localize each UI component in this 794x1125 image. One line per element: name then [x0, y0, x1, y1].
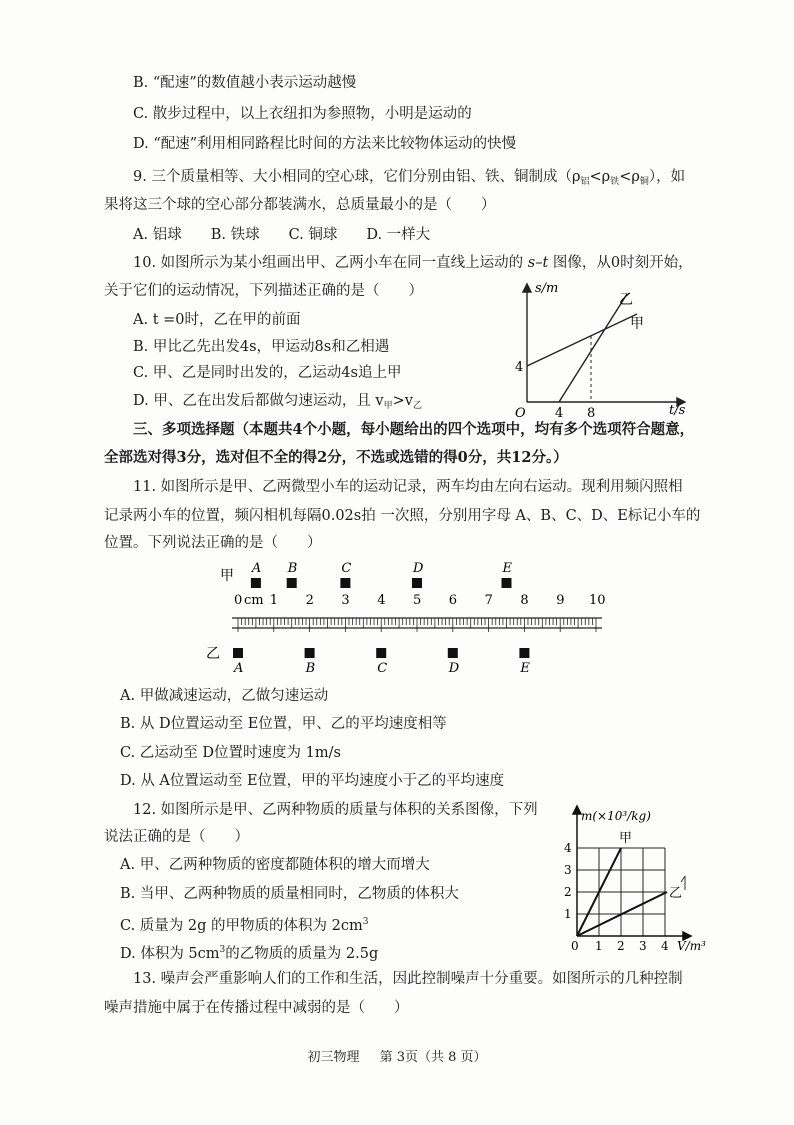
mv-y-tick-4: 4 — [564, 841, 572, 855]
q12-option-b: B. 当甲、乙两种物质的质量相同时，乙物质的体积大 — [120, 886, 459, 902]
ruler-jia-label: 甲 — [220, 568, 234, 584]
yi-position-letter: A — [234, 661, 244, 676]
q9-options: A. 铝球 B. 铁球 C. 铜球 D. 一样大 — [133, 227, 431, 243]
yi-car-marker — [233, 648, 243, 658]
st-y-tick-4: 4 — [515, 360, 524, 375]
q12-option-d: D. 体积为 $5cm^3$的乙物质的质量为 2.5g — [120, 945, 379, 962]
ruler-unit-label: cm — [244, 593, 264, 608]
jia-car-marker — [502, 578, 512, 588]
mv-line-jia-label: 甲 — [619, 831, 633, 846]
q11-stem-line2: 记录两小车的位置，频闪相机每隔0.02s拍 一次照，分别用字母 A、B、C、D、E标记小车的 — [104, 508, 701, 524]
st-y-label: s/m — [535, 281, 559, 296]
yi-position-letter: B — [305, 661, 316, 676]
ruler-number: 10 — [589, 593, 606, 608]
yi-position-letter: E — [520, 661, 530, 676]
section3-heading-line2: 全部选对得3分，选对但不全的得2分，不选或选错的得0分，共12分。） — [104, 449, 568, 466]
ruler-number: 7 — [484, 593, 493, 608]
mv-line-yi-label: 乙 — [669, 886, 683, 901]
q9-stem-line1: 9. 三个质量相等、大小相同的空心球，它们分别由铝、铁、铜制成$(\rho_铝<\rho_铁<\rho_铜)$，如 — [133, 169, 686, 187]
ruler-ticks — [238, 618, 596, 632]
ruler-number: 3 — [341, 593, 350, 608]
yi-car-marker — [305, 648, 315, 658]
ruler-number: 4 — [377, 593, 386, 608]
page-footer — [0, 1046, 794, 1065]
mv-graph — [555, 800, 715, 960]
q10-option-a: A. t =0时，乙在甲的前面 — [133, 312, 301, 328]
jia-position-letter: D — [413, 561, 424, 576]
st-x-label: t/s — [669, 403, 686, 418]
st-graph — [505, 280, 695, 420]
ruler-number: 0 — [234, 593, 243, 608]
q12-stem-line1: 12. 如图所示是甲、乙两种物质的质量与体积的关系图像，下列 — [133, 802, 538, 818]
jia-car-marker — [251, 578, 261, 588]
yi-car-marker — [519, 648, 529, 658]
ruler-number: 9 — [556, 593, 565, 608]
ruler-number: 8 — [520, 593, 529, 608]
mv-x-tick-2: 2 — [617, 939, 625, 953]
q11-option-c: C. 乙运动至 D位置时速度为 1m/s — [120, 745, 341, 761]
q10-option-c: C. 甲、乙是同时出发的，乙运动4s追上甲 — [133, 365, 402, 381]
q11-option-d: D. 从 A位置运动至 E位置，甲的平均速度小于乙的平均速度 — [120, 773, 505, 789]
footer-subject: 初三物理 — [307, 1050, 360, 1065]
mv-y-tick-1: 1 — [564, 907, 572, 921]
footer-page-number: 第 3页（共 8 页） — [379, 1050, 487, 1065]
mv-x-tick-4: 4 — [661, 939, 669, 953]
q9-stem-line2: 果将这三个球的空心部分都装满水，总质量最小的是（ ） — [104, 197, 496, 213]
mv-x-tick-0: 0 — [571, 939, 579, 953]
ruler-number: 5 — [413, 593, 422, 608]
q10-stem-line2: 关于它们的运动情况，下列描述正确的是（ ） — [104, 283, 423, 299]
ruler-yi-label: 乙 — [206, 646, 220, 662]
mv-x-tick-3: 3 — [639, 939, 647, 953]
mv-x-label: V/m³ — [677, 939, 706, 953]
ruler-figure — [200, 552, 620, 677]
q8-option-d: D. “配速”利用相同路程比时间的方法来比较物体运动的快慢 — [133, 136, 517, 152]
jia-position-letter: C — [341, 561, 352, 576]
yi-position-letter: C — [377, 661, 388, 676]
q11-option-b: B. 从 D位置运动至 E位置，甲、乙的平均速度相等 — [120, 716, 447, 732]
mv-x-tick-1: 1 — [595, 939, 603, 953]
jia-position-letter: B — [287, 561, 298, 576]
jia-car-marker — [412, 578, 422, 588]
q8-option-b: B. “配速”的数值越小表示运动越慢 — [133, 75, 357, 91]
q12-option-a: A. 甲、乙两种物质的密度都随体积的增大而增大 — [120, 857, 430, 873]
st-line-jia — [527, 314, 637, 366]
q12-option-c: C. 质量为 2g 的甲物质的体积为 $2cm^3$ — [120, 917, 369, 934]
ruler-number: 2 — [305, 593, 314, 608]
jia-car-marker — [287, 578, 297, 588]
q8-option-c: C. 散步过程中，以上衣纽扣为参照物，小明是运动的 — [133, 106, 472, 122]
q13-stem-line2: 噪声措施中属于在传播过程中减弱的是（ ） — [104, 1000, 409, 1016]
mv-y-label: m(×10³/kg) — [581, 809, 651, 823]
st-line-jia-label: 甲 — [630, 316, 644, 332]
q13-stem-line1: 13. 噪声会严重影响人们的工作和生活，因此控制噪声十分重要。如图所示的几种控制 — [133, 971, 683, 987]
q10-option-b: B. 甲比乙先出发4s，甲运动8s和乙相遇 — [133, 339, 390, 355]
mv-y-tick-2: 2 — [564, 885, 572, 899]
q11-option-a: A. 甲做减速运动，乙做匀速运动 — [120, 688, 329, 704]
yi-position-letter: D — [448, 661, 460, 676]
jia-car-marker — [340, 578, 350, 588]
q11-stem-line3: 位置。下列说法正确的是（ ） — [104, 535, 322, 551]
mv-y-tick-3: 3 — [564, 863, 572, 877]
st-x-tick-8: 8 — [587, 406, 596, 420]
section3-heading-line1: 三、多项选择题（本题共4个小题，每小题给出的四个选项中，均有多个选项符合题意， — [133, 421, 695, 438]
q11-stem-line1: 11. 如图所示是甲、乙两微型小车的运动记录，两车均由左向右运动。现利用频闪照相 — [133, 479, 683, 495]
q10-stem-line1: 10. 如图所示为某小组画出甲、乙两小车在同一直线上运动的 s–t 图像，从0时刻开始， — [133, 255, 693, 271]
st-line-yi-label: 乙 — [619, 292, 633, 308]
jia-position-letter: E — [502, 561, 512, 576]
st-line-yi — [559, 294, 627, 402]
st-x-tick-4: 4 — [555, 406, 564, 420]
st-origin-label: O — [515, 406, 526, 420]
ruler-number: 1 — [269, 593, 279, 608]
yi-car-marker — [448, 648, 458, 658]
mv-y-arrow — [573, 806, 581, 814]
jia-position-letter: A — [251, 561, 262, 576]
yi-car-marker — [376, 648, 386, 658]
st-y-arrow — [523, 284, 531, 292]
ruler-numbers — [234, 593, 606, 608]
ruler-number: 6 — [448, 593, 458, 608]
q12-stem-line2: 说法正确的是（ ） — [104, 829, 249, 845]
q10-option-d: D. 甲、乙在出发后都做匀速运动，且 $v_甲>v_乙$ — [133, 393, 423, 411]
